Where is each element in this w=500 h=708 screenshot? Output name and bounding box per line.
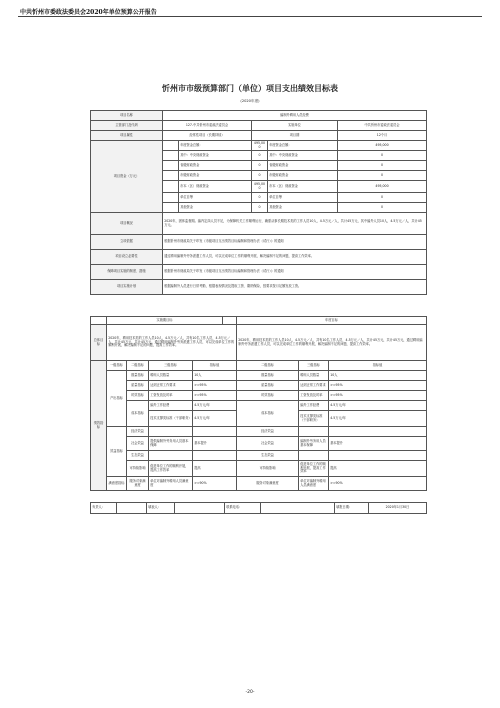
fund-label-left: 其中：中央财政资金 <box>179 151 252 161</box>
fund-value-left: 495,000 <box>252 181 268 193</box>
running-header: 中共忻州市委政法委员会2020年单位预算公开报告 <box>20 9 157 16</box>
fund-label-right: 其他资金 <box>268 203 338 213</box>
benefit-l3: 促进单位工作的顺利开展，提高工作效率 <box>149 461 193 477</box>
output-l2-right: 成本指标 <box>237 401 299 427</box>
table-title: 忻州市市级预算部门（单位）项目支出绩效目标表 <box>162 83 338 93</box>
header-value: 指标值 <box>193 361 237 371</box>
benefit-l3-right: 编制外劳务用人员基本保障 <box>299 437 329 451</box>
impl-value: 中共忻州市委政法委员会 <box>338 121 427 131</box>
period-value: 12个月 <box>338 131 427 141</box>
output-l3: 达到正常工作要求 <box>149 381 193 391</box>
measures-value: 根据忻州市财政局关于印发《市级项目支出绩效目标编制和管理办法（试行）》的通知 <box>163 265 427 280</box>
output-value: 10人 <box>193 371 237 381</box>
fund-value-right: 0 <box>338 203 427 213</box>
output-value: >=95% <box>193 391 237 401</box>
fund-value-left: 0 <box>252 193 268 203</box>
benefit-l3: 提供编制外劳务用人员基本保障 <box>149 437 193 451</box>
benefit-value-right: 提高 <box>329 461 427 477</box>
satisfaction-l2-right: 服务对象满意度 <box>237 477 299 491</box>
output-value-right: >=95% <box>329 391 427 401</box>
fund-value-right: 0 <box>338 161 427 171</box>
fund-label-left: 市级财政资金 <box>179 171 252 181</box>
benefit-value: 提高 <box>193 461 237 477</box>
fund-label-left: 年度资金总额： <box>179 141 252 151</box>
fund-value-right: 0 <box>338 151 427 161</box>
header-level3-right: 三级指标 <box>299 361 329 371</box>
output-l2: 数量指标 <box>127 371 149 381</box>
long-term-target-text: 2020年，聘用技术类的工作人员10人，4.5万元／人，共有10名工作人员，4.5万元／人，共计45万元，共计45万元，通过聘用编制外劳务派遣工作人员，可以完成单位工作的顺利开展，解决编制不足的问题，提高工作效率。 <box>107 325 237 361</box>
attr-label: 项目属性 <box>91 131 163 141</box>
benefit-l3 <box>149 451 193 461</box>
benefit-l3-right <box>299 451 329 461</box>
impl-label: 实施单位 <box>252 121 338 131</box>
satisfaction-indicator-label: 满意度指标 <box>107 477 127 491</box>
dept-label: 主管部门及代码 <box>91 121 163 131</box>
phone-value <box>261 503 335 514</box>
output-l3-right: 达到正常工作要求 <box>299 381 329 391</box>
overview-value: 2020年，团体监督期。编内定岗人员不足，为保障机关工作顺利运行，确需从事长期技术类的工作人员10人，4.5万元／人，共计45万元，其中编外人员10人，4.5万元／人，共计45万元。 <box>163 213 427 235</box>
indicator-side-label: 绩效指标 <box>91 361 107 491</box>
annual-target-text: 2020年，聘用技术类的工作人员10人，4.5万元／人，共有10名工作人员，4.5万元／人，共计45万元，共计45万元，通过聘用编制外劳务派遣工作人员，可以完成单位工作的顺利开展，解决编制不足的问题，提高工作效率。 <box>237 325 427 361</box>
basis-value: 根据忻州市财政局关于印发《市级项目支出绩效目标编制和管理办法（试行）》的通知 <box>163 235 427 250</box>
benefit-l2: 可持续影响 <box>127 461 149 477</box>
output-l3-right: 工资发放及时率 <box>299 391 329 401</box>
output-l3-right: 技术支撑类标准（干部职务） <box>299 411 329 427</box>
fund-label-right: 市级财政资金 <box>268 171 338 181</box>
output-value-right: >=95% <box>329 381 427 391</box>
benefit-l2-right: 可持续影响 <box>237 461 299 477</box>
fund-value-right: 495,000 <box>338 141 427 151</box>
lead-label: 负责人： <box>91 503 117 514</box>
fund-value-right: 0 <box>338 171 427 181</box>
benefit-value: 基本提升 <box>193 437 237 451</box>
satisfaction-value: >=90% <box>193 477 237 491</box>
basis-label: 立项依据 <box>91 235 163 250</box>
output-l3-right: 编外工作经费 <box>299 401 329 411</box>
fund-label-right: 单位自筹 <box>268 193 338 203</box>
header-level2: 二级指标 <box>127 361 149 371</box>
fund-label-right: 其中：中央财政资金 <box>268 151 338 161</box>
benefit-l3-right: 促进单位工作的顺利开展，提高工作效率 <box>299 461 329 477</box>
output-value: >=95% <box>193 381 237 391</box>
date-label: 填报日期： <box>335 503 369 514</box>
fund-label-left: 省级财政资金 <box>179 161 252 171</box>
project-name-value: 编制外聘用人员经费 <box>163 111 427 121</box>
fund-label-right: 省级财政资金 <box>268 161 338 171</box>
output-l2-right: 质量指标 <box>237 381 299 391</box>
table-year: (2020年度) <box>240 99 260 103</box>
page-number: -20- <box>245 690 255 695</box>
fund-value-left: 495,000 <box>252 141 268 151</box>
output-l2: 时效指标 <box>127 391 149 401</box>
benefit-l2: 生态效益 <box>127 451 149 461</box>
date-value: 2020年1月30日 <box>369 503 427 514</box>
output-l2-right: 数量指标 <box>237 371 299 381</box>
overall-target-label: 总体目标 <box>91 325 107 361</box>
satisfaction-l2: 服务对象满意度 <box>127 477 149 491</box>
performance-table <box>90 316 427 491</box>
benefit-value <box>193 451 237 461</box>
fund-value-right: 0 <box>338 193 427 203</box>
fund-value-left: 0 <box>252 171 268 181</box>
fund-value-left: 0 <box>252 203 268 213</box>
header-level2-right: 二级指标 <box>237 361 299 371</box>
benefit-l2-right: 社会效益 <box>237 437 299 451</box>
output-l2-right: 时效指标 <box>237 391 299 401</box>
output-l3: 编外工作经费 <box>149 401 193 411</box>
satisfaction-l3-right: 单位对编制外聘用人员满意度 <box>299 477 329 491</box>
output-l2: 质量指标 <box>127 381 149 391</box>
period-label: 项目期 <box>252 131 338 141</box>
output-value-right: 4.5万元/年 <box>329 411 427 427</box>
fund-value-right: 495,000 <box>338 181 427 193</box>
header-value-right: 指标值 <box>329 361 427 371</box>
header-level1: 一级指标 <box>107 361 127 371</box>
output-l3: 工资发放及时率 <box>149 391 193 401</box>
annual-target-label: 年度目标 <box>237 317 427 325</box>
necessity-label: 项目设立必要性 <box>91 250 163 265</box>
output-l3-right: 聘用人员数量 <box>299 371 329 381</box>
benefit-l2-right: 经济效益 <box>237 427 299 437</box>
fund-value-left: 0 <box>252 161 268 171</box>
output-value: 4.5万元/年 <box>193 411 237 427</box>
dept-value: 127-中共忻州市委政法委员会 <box>163 121 252 131</box>
attr-value: 经常性项目（长期持续） <box>163 131 252 141</box>
signature-table <box>90 502 427 514</box>
long-term-target-label: 实施期目标 <box>107 317 223 325</box>
fund-label-right: 年度资金总额： <box>268 141 338 151</box>
output-value-right: 4.5万元/年 <box>329 401 427 411</box>
output-value-right: 10人 <box>329 371 427 381</box>
handler-value <box>175 503 225 514</box>
header-level3: 三级指标 <box>149 361 193 371</box>
benefit-indicator-label: 效益指标 <box>107 427 127 477</box>
output-l3: 聘用人员数量 <box>149 371 193 381</box>
funds-label: 项目资金（万元） <box>91 141 163 213</box>
benefit-value-right <box>329 427 427 437</box>
output-value: 4.5万元/年 <box>193 401 237 411</box>
handler-label: 填表人： <box>147 503 175 514</box>
project-info-table <box>90 110 427 295</box>
benefit-l2-right: 生态效益 <box>237 451 299 461</box>
necessity-value: 通过聘用编制外劳务派遣工作人员，可以完成单位工作的顺利开展，解决编制不足的问题，提高工作效率。 <box>163 250 427 265</box>
overview-label: 项目概况 <box>91 213 163 235</box>
project-name-label: 项目名称 <box>91 111 163 121</box>
lead-value <box>117 503 147 514</box>
benefit-l3-right <box>299 427 329 437</box>
benefit-value-right <box>329 451 427 461</box>
measures-label: 保障项目实施的制度、措施 <box>91 265 163 280</box>
plan-label: 项目实施计划 <box>91 280 163 295</box>
benefit-l2: 社会效益 <box>127 437 149 451</box>
output-l2: 成本指标 <box>127 401 149 427</box>
benefit-value-right: 基本提升 <box>329 437 427 451</box>
output-l3: 技术支撑类标准（干部职务） <box>149 411 193 427</box>
fund-label-left: 市本（区）财政资金 <box>179 181 252 193</box>
fund-label-left: 其他资金 <box>179 203 252 213</box>
fund-label-left: 单位自筹 <box>179 193 252 203</box>
satisfaction-l3: 单位对编制外聘用人员满意度 <box>149 477 193 491</box>
output-indicator-label: 产出指标 <box>107 371 127 427</box>
benefit-l3 <box>149 427 193 437</box>
fund-value-left: 0 <box>252 151 268 161</box>
fund-label-right: 市本（区）财政资金 <box>268 181 338 193</box>
phone-label: 联系电话： <box>225 503 261 514</box>
benefit-value <box>193 427 237 437</box>
header-rule <box>18 16 482 17</box>
benefit-l2: 经济效益 <box>127 427 149 437</box>
plan-value: 根据编制外人员进行日常考勤，根据表现情况及提取工资、缴纳保险，按要求按月足额发放工资。 <box>163 280 427 295</box>
satisfaction-value-right: >=90% <box>329 477 427 491</box>
